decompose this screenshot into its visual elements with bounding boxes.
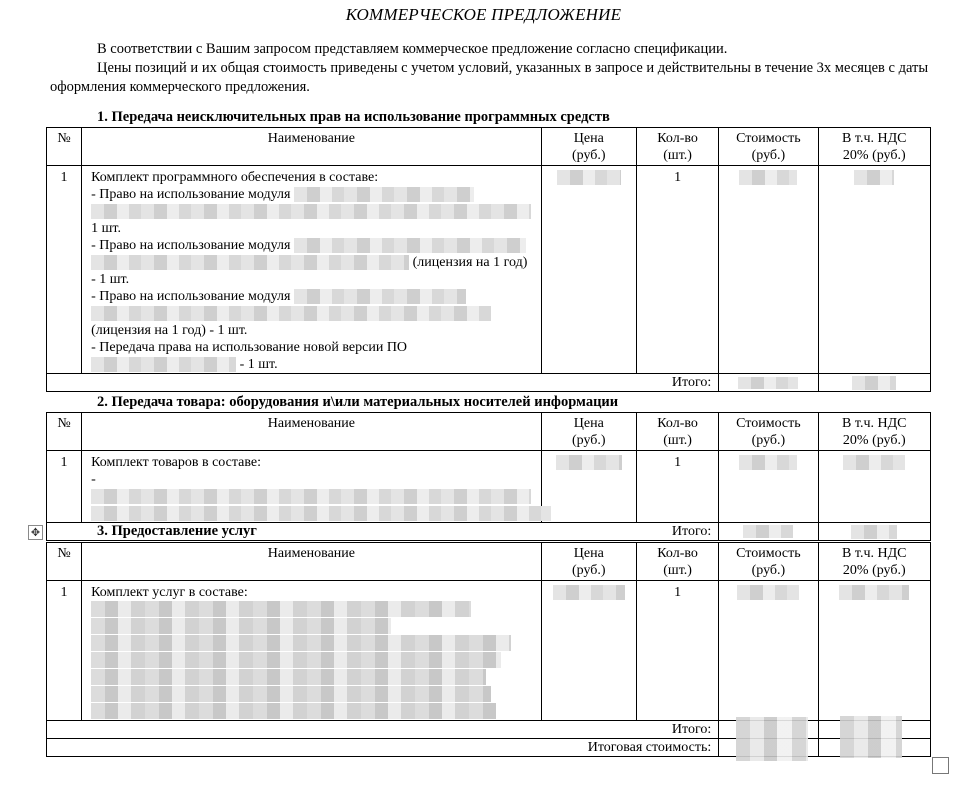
move-handle-icon[interactable]: ✥ xyxy=(28,525,43,540)
header-num: № xyxy=(57,131,71,146)
header-qty-unit: (шт.) xyxy=(663,563,692,578)
item-line: - Право на использование модуля xyxy=(91,238,291,253)
item-line: Комплект услуг в составе: xyxy=(91,585,248,600)
section-1-title: 1. Передача неисключительных прав на использование программных средств xyxy=(97,109,610,125)
redacted-text xyxy=(91,204,531,219)
redacted-text xyxy=(91,506,551,521)
header-vat-unit: 20% (руб.) xyxy=(842,148,906,163)
intro-paragraph-2: Цены позиций и их общая стоимость приведены с учетом условий, указанных в запросе и действительны в течение 3х месяцев с даты оформления коммерческого предложения. xyxy=(50,60,929,95)
item-description xyxy=(82,451,541,522)
header-cost-unit: (руб.) xyxy=(751,433,786,448)
header-cost: Стоимость xyxy=(736,416,801,431)
header-num: № xyxy=(57,546,71,561)
header-cost: Стоимость xyxy=(736,131,801,146)
redacted-cost xyxy=(737,585,799,600)
redacted-total-cost xyxy=(736,717,808,761)
subtotal-row xyxy=(47,374,931,392)
header-cost-unit: (руб.) xyxy=(751,563,786,578)
header-vat-unit: 20% (руб.) xyxy=(842,433,906,448)
row-qty: 1 xyxy=(674,585,682,600)
header-cost-unit: (руб.) xyxy=(751,148,786,163)
redacted-text xyxy=(294,289,466,304)
header-qty-unit: (шт.) xyxy=(663,433,692,448)
table-row xyxy=(47,451,931,523)
table-row xyxy=(47,581,931,721)
redacted-price xyxy=(557,170,621,185)
redacted-text xyxy=(91,703,496,719)
resize-handle-icon[interactable] xyxy=(932,757,949,774)
header-price: Цена xyxy=(573,416,604,431)
subtotal-label: Итого: xyxy=(47,523,719,541)
redacted-text xyxy=(91,306,491,321)
header-name: Наименование xyxy=(267,131,355,146)
item-line: (лицензия на 1 год) - 1 шт. xyxy=(91,323,248,338)
redacted-text xyxy=(91,635,511,651)
item-line: - 1 шт. xyxy=(91,272,130,287)
row-qty: 1 xyxy=(674,455,682,470)
redacted-subtotal-vat xyxy=(851,525,897,539)
redacted-text xyxy=(91,669,486,685)
item-line: (лицензия на 1 год) xyxy=(412,255,528,270)
header-name: Наименование xyxy=(267,546,355,561)
table-header-row xyxy=(47,543,931,581)
section-2-title: 2. Передача товара: оборудования и\или материальных носителей информации xyxy=(97,394,619,410)
document-title: КОММЕРЧЕСКОЕ ПРЕДЛОЖЕНИЕ xyxy=(345,5,622,24)
header-vat: В т.ч. НДС xyxy=(842,546,907,561)
item-line: - Право на использование модуля xyxy=(91,187,291,202)
table-row xyxy=(47,166,931,374)
redacted-text xyxy=(91,489,531,504)
redacted-price xyxy=(556,455,622,470)
header-price: Цена xyxy=(573,131,604,146)
section-3-title: 3. Предоставление услуг xyxy=(97,523,257,539)
redacted-subtotal xyxy=(738,377,798,389)
header-price-unit: (руб.) xyxy=(572,148,606,163)
row-num: 1 xyxy=(60,170,68,185)
redacted-text xyxy=(91,686,491,702)
header-num: № xyxy=(57,416,71,431)
header-qty: Кол-во xyxy=(657,131,698,146)
item-line: - Право на использование модуля xyxy=(91,289,291,304)
item-line: Комплект товаров в составе: xyxy=(91,455,261,470)
redacted-total-vat xyxy=(840,716,902,758)
redacted-text xyxy=(91,652,501,668)
item-description xyxy=(82,166,541,373)
header-qty: Кол-во xyxy=(657,416,698,431)
header-cost: Стоимость xyxy=(736,546,801,561)
header-price-unit: (руб.) xyxy=(572,563,606,578)
redacted-text xyxy=(294,238,526,253)
redacted-text xyxy=(91,618,391,634)
subtotal-label: Итого: xyxy=(47,721,719,739)
item-line: - 1 шт. xyxy=(239,357,278,372)
redacted-subtotal-vat xyxy=(852,376,896,390)
redacted-cost xyxy=(739,455,797,470)
redacted-cost xyxy=(739,170,797,185)
table-header-row xyxy=(47,413,931,451)
header-price-unit: (руб.) xyxy=(572,433,606,448)
redacted-price xyxy=(553,585,625,600)
header-qty-unit: (шт.) xyxy=(663,148,692,163)
row-qty: 1 xyxy=(674,170,682,185)
intro-paragraph-1: В соответствии с Вашим запросом представляем коммерческое предложение согласно спецификации. xyxy=(97,41,728,57)
header-vat-unit: 20% (руб.) xyxy=(842,563,906,578)
subtotal-label: Итого: xyxy=(47,374,719,392)
total-label: Итоговая стоимость: xyxy=(47,739,719,757)
section-1-table xyxy=(46,127,931,392)
header-price: Цена xyxy=(573,546,604,561)
item-line: 1 шт. xyxy=(91,221,121,236)
header-vat: В т.ч. НДС xyxy=(842,131,907,146)
table-header-row xyxy=(47,128,931,166)
item-line: - xyxy=(91,472,96,487)
row-num: 1 xyxy=(60,585,68,600)
redacted-text xyxy=(294,187,474,202)
intro-text xyxy=(50,40,930,97)
item-line: - Передача права на использование новой версии ПО xyxy=(91,340,408,355)
redacted-text xyxy=(91,601,471,617)
row-num: 1 xyxy=(60,455,68,470)
header-vat: В т.ч. НДС xyxy=(842,416,907,431)
item-line: Комплект программного обеспечения в составе: xyxy=(91,170,379,185)
redacted-vat xyxy=(843,455,905,470)
redacted-subtotal xyxy=(743,525,793,538)
item-description xyxy=(82,581,541,719)
redacted-vat xyxy=(854,170,894,185)
redacted-vat xyxy=(839,585,909,600)
section-2-table xyxy=(46,412,931,541)
redacted-text xyxy=(91,357,236,372)
header-name: Наименование xyxy=(267,416,355,431)
redacted-text xyxy=(91,255,409,270)
header-qty: Кол-во xyxy=(657,546,698,561)
